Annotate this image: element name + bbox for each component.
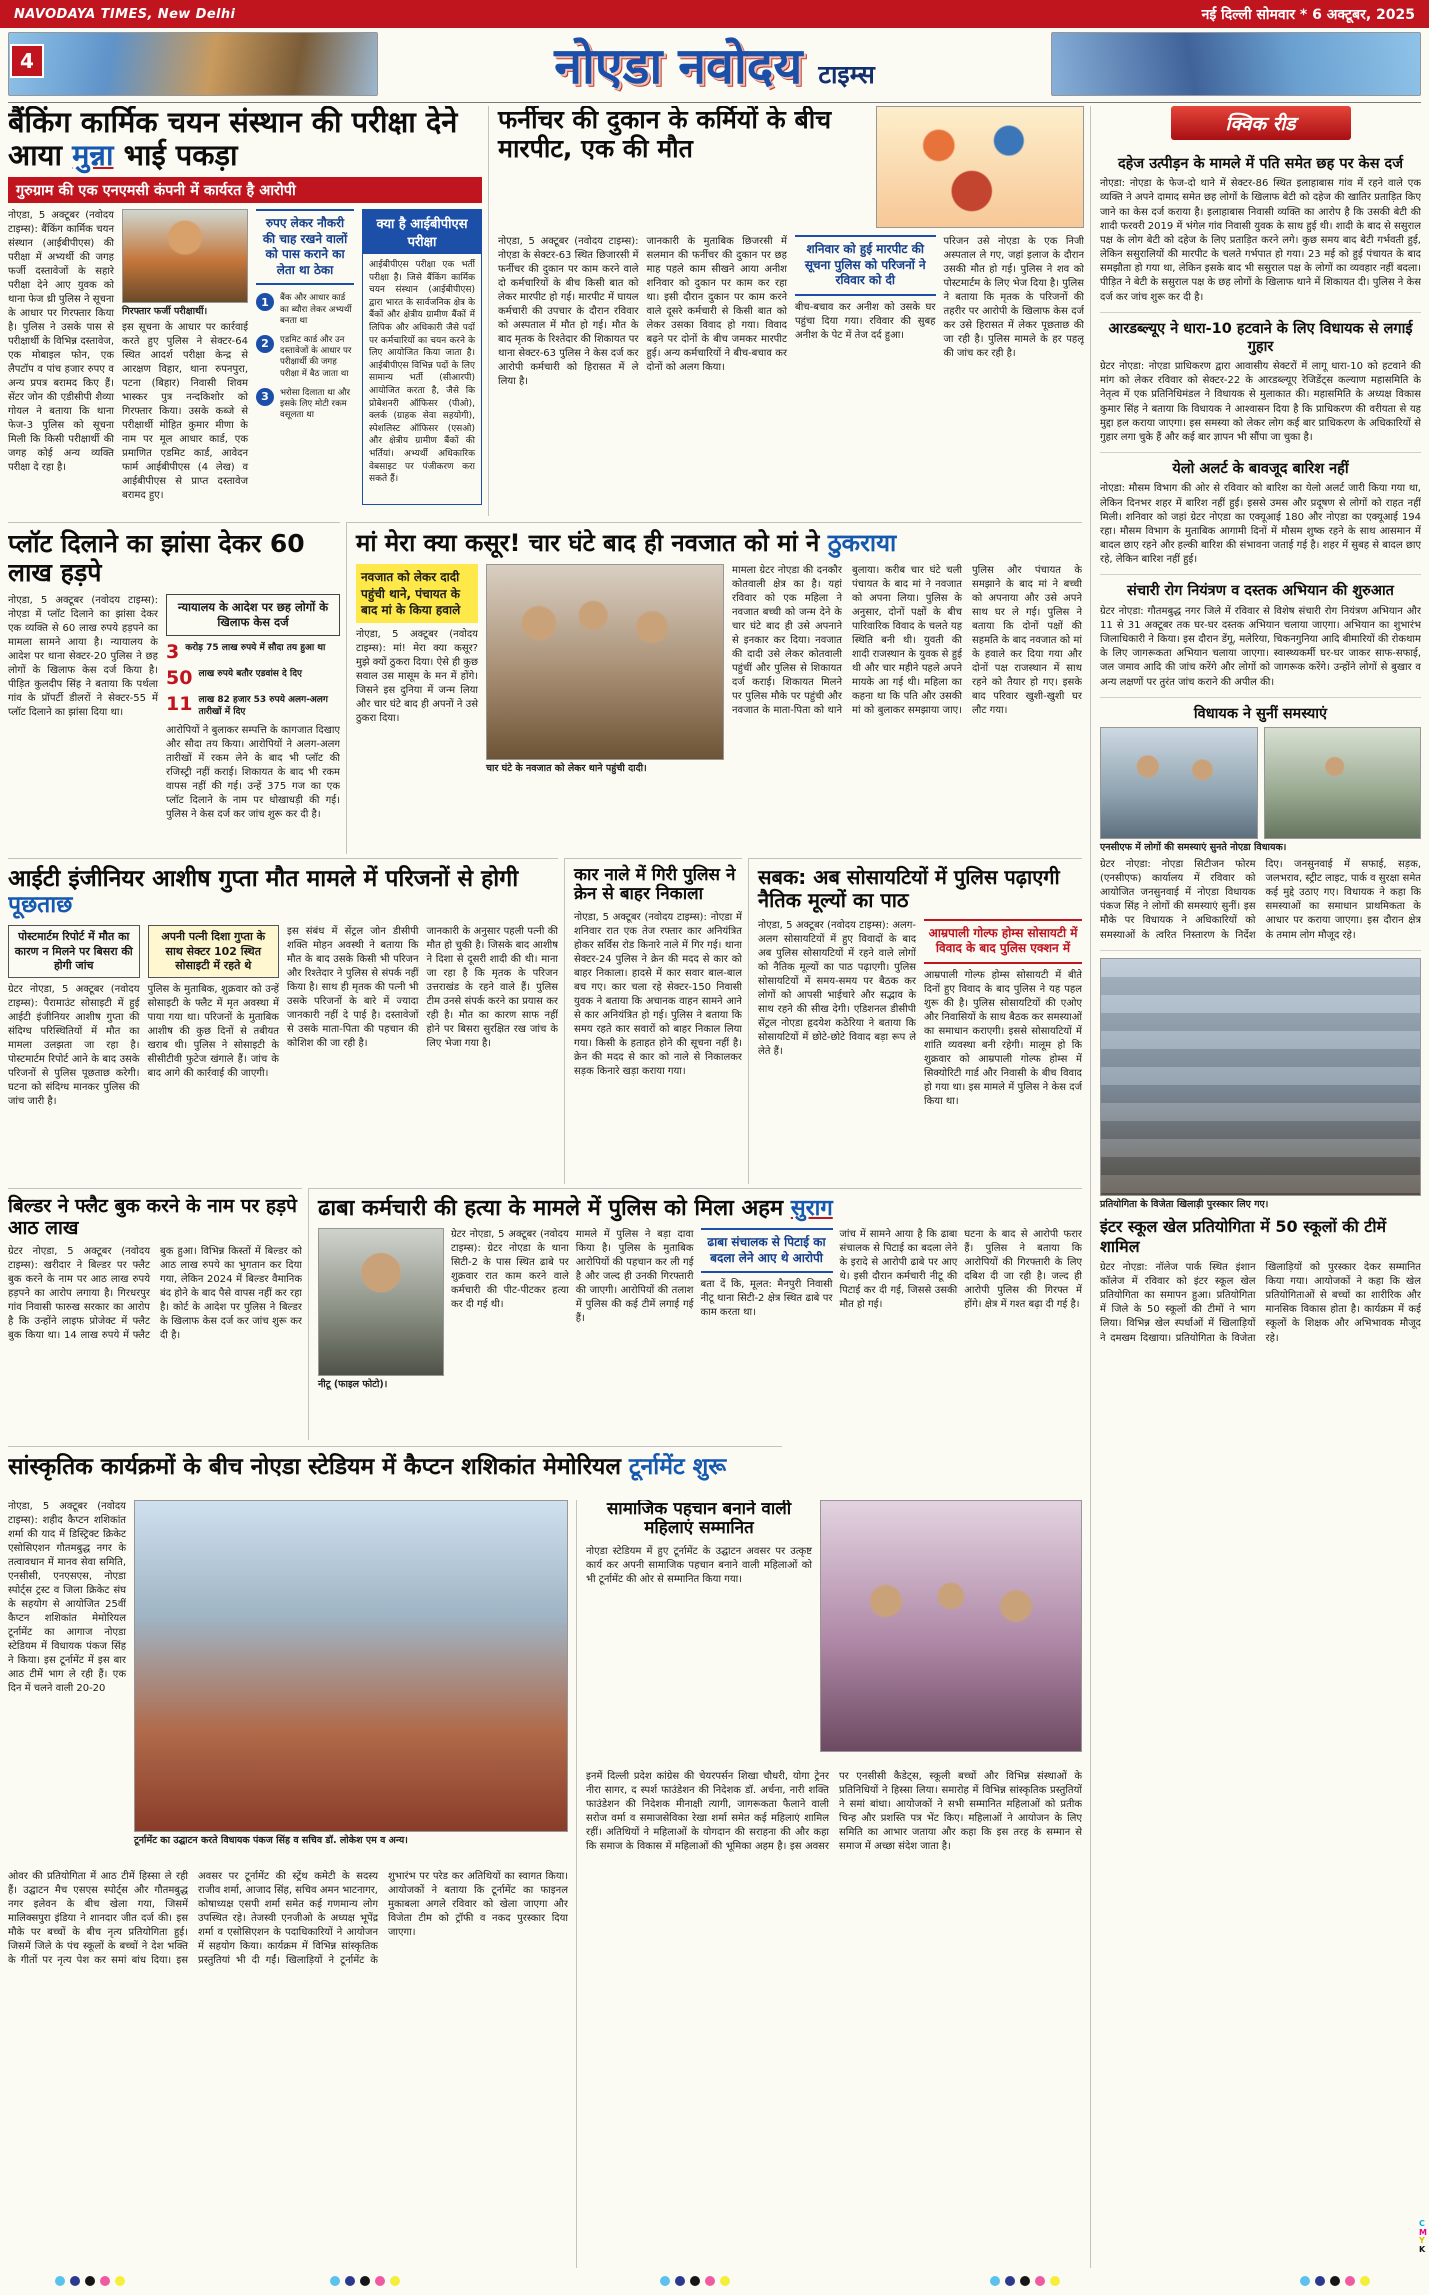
plot-fact-3: [166, 692, 340, 718]
ibps-infobox-title: क्या है आईबीपीएस परीक्षा: [363, 210, 481, 254]
top-bar: [0, 0, 1429, 28]
plot-body-col2: आरोपियों ने बुलाकर सम्पत्ति के कागजात दिखाए और सौदा तय किया। आरोपियों ने अलग-अलग तारीखों में रकम लेने के बाद भी प्लॉट की रजिस्ट्री नहीं कराई। शिकायत के बाद भी रकम वापस नहीं की गई। उन्हें 375 गज का एक प्लॉट दिलाने के नाम पर धोखाधड़ी की गई। पुलिस ने केस दर्ज कर जांच शुरू कर दी है।: [166, 725, 340, 821]
banking-subhead: गुरुग्राम की एक एनएमसी कंपनी में कार्यरत है आरोपी: [8, 177, 482, 203]
quick-read-item-rwa: [1100, 313, 1421, 453]
header-rule: [8, 102, 1421, 103]
registration-marks-row: [0, 2276, 1429, 2290]
banking-photo-caption: गिरफ्तार फर्जी परीक्षार्थी।: [122, 306, 208, 318]
article-dhaba-murder: [308, 1188, 1082, 1440]
article-tournament: [8, 1500, 568, 2268]
edition-dateline: नई दिल्ली सोमवार * 6 अक्टूबर, 2025: [1201, 6, 1415, 23]
quick-read-item-dowry: [1100, 148, 1421, 313]
qr-mla-caption: एनसीएफ में लोगों की समस्याएं सुनते नोएडा विधायक।: [1100, 841, 1287, 853]
furniture-illustration: [876, 106, 1084, 228]
banking-headline-post: भाई पकड़ा: [113, 138, 238, 173]
point-3-text: भरोसा दिलाता था और इसके लिए मोटी रकम वसूलता था: [280, 387, 351, 421]
tournament-headline-pre: सांस्कृतिक कार्यक्रमों के बीच नोएडा स्टेडियम में कैप्टन शशिकांत मेमोरियल: [8, 1454, 629, 1480]
ibps-infobox: [362, 209, 482, 505]
banking-bribe-box: रुपए लेकर नौकरी की चाह रखने वालों को पास कराने का लेता था ठेका: [256, 209, 354, 285]
tournament-photo-caption: टूर्नामेंट का उद्घाटन करते विधायक पंकज सिंह व सचिव डॉ. लोकेश एम व अन्य।: [134, 1835, 408, 1846]
cmyk-m: M: [1419, 2227, 1427, 2237]
point-1-number: 1: [256, 293, 274, 311]
newborn-photo-caption: चार घंटे के नवजात को लेकर थाने पहुंची दादी।: [486, 763, 647, 775]
registration-marks: [55, 2276, 125, 2286]
moral-amrapali-box: आम्रपाली गोल्फ होम्स सोसायटी में विवाद के बाद पुलिस एक्शन में: [924, 919, 1082, 964]
women-photo: [820, 1500, 1082, 1752]
plot-body-col1: नोएडा, 5 अक्टूबर (नवोदय टाइम्स): नोएडा में प्लॉट दिलाने का झांसा देकर एक व्यक्ति से 60 लाख रुपये हड़पने का मामला सामने आया है। न्यायालय के आदेश पर थाना सेक्टर-20 पुलिस ने छह लोगों के खिलाफ केस दर्ज किया है। पीड़ित कुलदीप सिंह ने बताया कि पर्थला गांव के प्रॉपर्टी डीलरों ने सेक्टर-55 में प्लॉट दिलाने का झांसा दिया था।: [8, 595, 158, 718]
page-number: 4: [10, 44, 44, 78]
cmyk-c: C: [1419, 2218, 1425, 2228]
fact-1-number: 3: [166, 640, 180, 663]
dhaba-body-col1: ग्रेटर नोएडा, 5 अक्टूबर (नवोदय टाइम्स): ग्रेटर नोएडा के थाना सिटी-2 के पास स्थित ढाबे पर शुक्रवार रात काम करने वाले कर्मचारी की पीट-पीटकर हत्या कर दी गई थी।: [451, 1229, 569, 1311]
banking-headline: [8, 106, 482, 172]
quick-read-item-mla: [1100, 698, 1421, 951]
qr-school-caption: प्रतियोगिता के विजेता खिलाड़ी पुरस्कार लिए गए।: [1100, 1198, 1269, 1210]
newborn-headline-accent: ठुकराया: [827, 529, 897, 557]
banking-headline-pre: बैंकिंग कार्मिक चयन संस्थान की परीक्षा देने आया: [8, 106, 458, 173]
fact-2-number: 50: [166, 666, 193, 689]
furniture-body-col3: बीच-बचाव कर अनीश को उसके घर पहुंचा दिया गया। रविवार की सुबह अनीश के पेट में तेज दर्द हुआ।: [795, 301, 936, 341]
builder-headline: बिल्डर ने फ्लैट बुक करने के नाम पर हड़पे आठ लाख: [8, 1195, 297, 1239]
newborn-headline: [356, 530, 1082, 557]
banking-headline-accent: मुन्ना: [72, 138, 114, 173]
registration-marks: [990, 2276, 1060, 2286]
cmyk-k: K: [1419, 2245, 1426, 2255]
tournament-body-left: नोएडा, 5 अक्टूबर (नवोदय टाइम्स): शहीद कैप्टन शशिकांत शर्मा की याद में डिस्ट्रिक्ट क्रिकेट एसोसिएशन गौतमबुद्ध नगर के तत्वावधान में मानव सेवा समिति, एनसीसी, एनएसएस, नोएडा स्पोर्ट्स ट्रस्ट व जिला क्रिकेट संघ के सहयोग से आयोजित 25वीं कैप्टन शशिकांत मेमोरियल टूर्नामेंट का आगाज नोएडा स्टेडियम में विधायक पंकज सिंह ने किया। इस टूर्नामेंट में इस बार आठ टीमें भाग ले रही हैं। एक दिन में चलने वाली 20-20: [8, 1501, 126, 1694]
article-car-drain: [564, 858, 742, 1184]
plot-fact-1: [166, 640, 340, 663]
masthead-word-times: टाइम्स: [818, 60, 875, 89]
registration-marks: [330, 2276, 400, 2286]
women-headline: सामाजिक पहचान बनाने वाली महिलाएं सम्मानित: [606, 1500, 792, 1539]
ibps-infobox-body: आईबीपीएस परीक्षा एक भर्ती परीक्षा है। जिसे बैंकिंग कार्मिक चयन संस्थान (आईबीपीएस) द्वारा भारत के सार्वजनिक क्षेत्र के बैंकों और क्षेत्रीय ग्रामीण बैंकों में लिपिक और अधिकारी जैसे पदों पर कर्मचारियों का चयन करने के लिए आयोजित किया जाता है। आईबीपीएस विभिन्न पदों के लिए सामान्य भर्ती (सीआरपी) आयोजित करता है, जैसे कि प्रोबेशनरी ऑफिसर (पीओ), क्लर्क (ग्राहक सेवा सहयोगी), स्पेशलिस्ट ऑफिसर (एसओ) और क्षेत्रीय ग्रामीण बैंकों की भर्तियां। अभ्यर्थी अधिकारिक वेबसाइट पर पंजीकरण करा सकते हैं।: [369, 260, 475, 485]
fact-1-text: करोड़ 75 लाख रुपये में सौदा तय हुआ था: [185, 642, 326, 653]
qr-school-title: इंटर स्कूल खेल प्रतियोगिता में 50 स्कूलों की टीमें शामिल: [1100, 1216, 1387, 1256]
dhaba-body-col4: जांच में सामने आया है कि ढाबा संचालक से पिटाई का बदला लेने के इरादे से आरोपी ढाबे पर आए थे। इसी दौरान कर्मचारी नीटू की पिटाई कर दी गई, जिससे उसकी मौत हो गई।: [839, 1229, 958, 1311]
qr-rain-body: नोएडा: मौसम विभाग की ओर से रविवार को बारिश का येलो अलर्ट जारी किया गया था, लेकिन दिनभर शहर में बारिश नहीं हुई। इससे उमस और प्रदूषण से लोगों को राहत नहीं मिली। शनिवार को जहां ग्रेटर नोएडा का एक्यूआई 180 और नोएडा का एक्यूआई 194 रहा। मौसम विभाग के मुताबिक आगामी दिनों में मौसम शुष्क रहने के साथ आसमान में बादल छाए रहने और हल्की बारिश की संभावना जताई गई है। शहर में सुबह से बादल छाए रहे, लेकिन बारिश नहीं हुई।: [1100, 483, 1421, 566]
furniture-notice-box: शनिवार को हुई मारपीट की सूचना पुलिस को परिजनों ने रविवार को दी: [795, 235, 936, 296]
moral-body-col2: आम्रपाली गोल्फ होम्स सोसायटी में बीते दिनों हुए विवाद के बाद पुलिस ने यह पहल शुरू की है। पुलिस सोसायटियों की एओए और निवासियों के साथ बैठक कर समस्याओं का समाधान कराएगी। इससे सोसायटियों में शांति व्यवस्था बनी रहेगी। मालूम हो कि शुक्रवार को आम्रपाली गोल्फ होम्स में सिक्योरिटी गार्ड और निवासी के बीच विवाद हो गया था। इस मामले में पुलिस ने केस दर्ज किया था।: [924, 969, 1082, 1107]
car-headline: कार नाले में गिरी पुलिस ने क्रेन से बाहर निकाला: [574, 865, 736, 905]
masthead-photo-left: [8, 32, 378, 96]
it-body-col3: इस संबंध में सेंट्रल जोन डीसीपी शक्ति मोहन अवस्थी ने बताया कि मौत के बाद उसके किसी भी परिजन और रिश्तेदार ने पुलिस से संपर्क नहीं किया है। साथ ही मृतक की पत्नी भी उसके परिजनों के बारे में ज्यादा जानकारी नहीं दे पाई है। दस्तावेजों से उसके माता-पिता की पहचान की कोशिश की जा रही है।: [287, 926, 419, 1050]
qr-rwa-body: ग्रेटर नोएडा: नोएडा प्राधिकरण द्वारा आवासीय सेक्टरों में लागू धारा-10 को हटवाने की मांग को लेकर रविवार को सेक्टर-22 के आरडब्ल्यूए रेजिडेंट्स कल्याण महासमिति के नेतृत्व में एक प्रतिनिधिमंडल ने विधायक से मुलाकात की। महासमिति के अध्यक्ष विकास कुमार सिंह ने बताया कि विधायक ने आश्वासन दिया है कि प्राधिकरण की वरीयता से यह मुद्दा हल कराया जाएगा। इस समस्या को लेकर लोग कई बार प्राधिकरण के अधिकारियों से गुहार लगा चुके हैं और कई बार ज्ञापन भी सौंपा जा चुका है।: [1100, 361, 1421, 443]
point-2-text: एडमिट कार्ड और उन दस्तावेजों के आधार पर परीक्षार्थी की जगह परीक्षा में बैठ जाता था: [280, 334, 352, 379]
qr-rwa-title: आरडब्ल्यूए ने धारा-10 हटवाने के लिए विधायक से लगाई गुहार: [1108, 320, 1413, 355]
tournament-headline-accent: टूर्नामेंट शुरू: [628, 1454, 727, 1480]
banking-photo: [122, 209, 248, 303]
masthead-word-noida: नोएडा: [554, 37, 663, 95]
banking-point-1: [256, 293, 354, 327]
point-3-number: 3: [256, 388, 274, 406]
tournament-photo: [134, 1500, 568, 1832]
furniture-body-col4: परिजन उसे नोएडा के एक निजी अस्पताल ले गए, जहां इलाज के दौरान उसकी मौत हो गई। पुलिस ने शव को पोस्टमार्टम के लिए भेज दिया है। पुलिस ने बताया कि मृतक के परिजनों की तहरीर पर आरोपी के खिलाफ केस दर्ज कर उसे हिरासत में लेकर पूछताछ की जा रही है। पुलिस मामले के हर पहलू की जांच कर रही है।: [943, 236, 1084, 359]
banking-body-col2: इस सूचना के आधार पर कार्रवाई करते हुए पुलिस ने सेक्टर-64 स्थित आदर्श परीक्षा केन्द्र से आरक्षण विहार, थाना रुपनपुरा, पटना (बिहार) निवासी शिवम भास्कर पुत्र नन्दकिशोर को गिरफ्तार किया। उसके कब्जे से परीक्षार्थी मोहित कुमार मीणा के नाम पर मूल आधार कार्ड, एक प्रमाणित एडमिट कार्ड, आवेदन फार्म आईबीपीएस (4 लेख) व आईबीपीएस से प्राप्त दस्तावेज बरामद हुए।: [122, 321, 248, 501]
newborn-lead: नोएडा, 5 अक्टूबर (नवोदय टाइम्स): मां! मेरा क्या कसूर? मुझे क्यों ठुकरा दिया। ऐसे ही कुछ सवाल उस मासूम के मन में होंगे। जिसने इस दुनिया में जन्म लिया और चार घंटे बाद ही अपनों ने उसे ठुकरा दिया।: [356, 628, 478, 724]
banking-point-2: [256, 335, 354, 380]
dhaba-headline-accent: सुराग: [790, 1196, 833, 1221]
dhaba-motive-box: ढाबा संचालक से पिटाई का बदला लेने आए थे आरोपी: [701, 1228, 833, 1273]
it-box-wife: अपनी पत्नी दिशा गुप्ता के साथ सेक्टर 102 स्थित सोसाइटी में रहते थे: [148, 925, 280, 978]
qr-health-body: ग्रेटर नोएडा: गौतमबुद्ध नगर जिले में रविवार से विशेष संचारी रोग नियंत्रण अभियान और 11 से 31 अक्टूबर तक घर-घर दस्तक अभियान चलाया जाएगा। अभियान का शुभारंभ जिलाधिकारी ने किया। इस दौरान डेंगू, मलेरिया, चिकनगुनिया आदि बीमारियों की रोकथाम के लिए जागरूकता अभियान चलाया जाएगा। स्वास्थ्यकर्मी घर-घर जाकर साफ-सफाई, जल जमाव आदि की जांच करेंगे और लोगों को जागरूक करेंगे। उन्होंने लोगों से बुखार व अन्य लक्षणों पर तुरंत जांच कराने की अपील की।: [1100, 605, 1421, 688]
tournament-headline-block: [8, 1446, 782, 1496]
quick-read-item-health: [1100, 575, 1421, 697]
point-1-text: बैंक और आधार कार्ड का ब्यौरा लेकर अभ्यर्थी बनता था: [280, 293, 352, 326]
dhaba-headline-pre: ढाबा कर्मचारी की हत्या के मामले में पुलिस को मिला अहम: [318, 1196, 791, 1221]
moral-headline: सबक: अब सोसायटियों में पुलिस पढ़ाएगी नैतिक मूल्यों का पाठ: [758, 865, 1060, 912]
it-box-postmortem: पोस्टमार्टम रिपोर्ट में मौत का कारण न मिलने पर बिसरा की होगी जांच: [8, 925, 140, 978]
plot-fact-2: [166, 666, 340, 689]
it-headline-pre: आईटी इंजीनियर आशीष गुप्ता मौत मामले में परिजनों से होगी: [8, 866, 519, 892]
banking-body-col1: नोएडा, 5 अक्टूबर (नवोदय टाइम्स): बैंकिंग कार्मिक चयन संस्थान (आईबीपीएस) की परीक्षा में अभ्यर्थी की जगह फर्जी दस्तावेजों के सहारे परीक्षा देने आए युवक को थाना फेज थ्री पुलिस ने सूचना के आधार पर गिरफ्तार किया है। पुलिस ने उसके पास से परीक्षार्थी के विभिन्न दस्तावेज, एक मोबाइल फोन, एक लैपटॉप व पांच हजार रुपए व अन्य प्रपत्र बरामद किए हैं। सेंटर जोन की एडीसीपी शैव्या गोयल ने बताया कि थाना फेज-3 पुलिस को सूचना मिली कि किसी परीक्षार्थी की जगह कोई अन्य व्यक्ति परीक्षा दे रहा है।: [8, 210, 114, 474]
qr-mla-title: विधायक ने सुनीं समस्याएं: [1193, 705, 1328, 722]
women-body: इनमें दिल्ली प्रदेश कांग्रेस की चेयरपर्सन शिखा चौधरी, योगा ट्रेनर नीरा सागर, द स्पर्श फाउंडेशन की निदेशक डॉ. अर्चना, नारी शक्ति फाउंडेशन की निदेशक मीनाक्षी त्यागी, जागरूकता फैलाने वाली सरोज वर्मा व समाजसेविका रेखा शर्मा समेत कई महिलाएं शामिल रहीं। अतिथियों ने महिलाओं के योगदान की सराहना की और कहा कि समाज के विकास में महिलाओं की भूमिका अहम है। इस अवसर पर एनसीसी कैडेट्स, स्कूली बच्चों और विभिन्न संस्थाओं के प्रतिनिधियों ने हिस्सा लिया। समारोह में विभिन्न सांस्कृतिक प्रस्तुतियों ने समां बांधा। आयोजकों ने सभी सम्मानित महिलाओं को प्रतीक चिन्ह और प्रशस्ति पत्र भेंट किए। महिलाओं ने आयोजन के लिए समिति का आभार जताया और कहा कि इस तरह के सम्मान से समाज में अच्छा संदेश जाता है।: [586, 1771, 1082, 1852]
car-body: नोएडा, 5 अक्टूबर (नवोदय टाइम्स): नोएडा में शनिवार रात एक तेज रफ्तार कार अनियंत्रित होकर सर्विस रोड किनारे नाले में गिर गई। थाना सेक्टर-24 पुलिस ने क्रेन की मदद से कार को बाहर निकाला। हादसे में कार सवार बाल-बाल बच गए। कार चला रहे सेक्टर-150 निवासी युवक ने बताया कि अचानक वाहन सामने आने से कार अनियंत्रित हो गई। पुलिस ने बताया कि समय रहते कार सवारों को बाहर निकाल लिया गया। किसी के हताहत होने की सूचना नहीं है। क्रेन की मदद से कार को नाले से निकालकर सड़क किनारे खड़ा कराया गया।: [574, 911, 742, 1077]
furniture-body-col1: नोएडा, 5 अक्टूबर (नवोदय टाइम्स): नोएडा के सेक्टर-63 स्थित छिजारसी में फर्नीचर की दुकान पर काम करने वाले दो कर्मचारियों के बीच किसी बात को लेकर मारपीट हो गई। मारपीट में घायल कर्मचारी की उपचार के दौरान रविवार को अस्पताल में मौत हो गई। मौत के बाद मृतक के रिश्तेदार की शिकायत पर थाना सेक्टर-63 पुलिस ने केस दर्ज कर आरोपी कर्मचारी को हिरासत में ले लिया है।: [498, 236, 639, 387]
dhaba-body-col3: बता दें कि, मूलत: मैनपुरी निवासी नीटू थाना सिटी-2 क्षेत्र स्थित ढाबे पर काम करता था।: [700, 1279, 833, 1319]
registration-marks: [660, 2276, 730, 2286]
dhaba-body-col5: घटना के बाद से आरोपी फरार हैं। पुलिस ने बताया कि आरोपियों की गिरफ्तारी के लिए दबिश दी जा रही है। जल्द ही आरोपी पुलिस की गिरफ्त में होंगे। क्षेत्र में गश्त बढ़ा दी गई है।: [964, 1229, 1082, 1311]
banking-point-3: [256, 388, 354, 422]
mla-photo-right: [1264, 727, 1422, 839]
newborn-headline-pre: मां मेरा क्या कसूर! चार घंटे बाद ही नवजात को मां ने: [356, 529, 828, 557]
registration-marks: [1300, 2276, 1370, 2286]
masthead-word-navodaya: नवोदय: [678, 37, 803, 95]
masthead-photo-right: [1051, 32, 1421, 96]
plot-court-box: न्यायालय के आदेश पर छह लोगों के खिलाफ केस दर्ज: [166, 594, 340, 636]
qr-school-body: ग्रेटर नोएडा: नॉलेज पार्क स्थित इंशान कॉलेज में रविवार को इंटर स्कूल खेल प्रतियोगिता का समापन हुआ। प्रतियोगिता में जिले के 50 स्कूलों की टीमों ने भाग लिया। विभिन्न खेल स्पर्धाओं में खिलाड़ियों ने दमखम दिखाया। प्रतियोगिता के विजेता खिलाड़ियों को पुरस्कार देकर सम्मानित किया गया। आयोजकों ने कहा कि खेल प्रतियोगिताओं से बच्चों का शारीरिक और मानसिक विकास होता है। कार्यक्रम में कई स्कूलों के शिक्षक और अभिभावक मौजूद रहे।: [1100, 1261, 1421, 1344]
dhaba-photo-caption: नीटू (फाइल फोटो)।: [318, 1379, 388, 1391]
moral-body-col1: नोएडा, 5 अक्टूबर (नवोदय टाइम्स): अलग-अलग सोसायटियों में हुए विवादों के बाद अब पुलिस सोसायटियों में रहने वाले लोगों को नैतिक मूल्यों का पाठ पढ़ाएगी। पुलिस सोसायटियों में समय-समय पर बैठक कर लोगों को आपसी भाईचारे और सद्भाव के साथ रहने की सीख देगी। एडिशनल डीसीपी सेंट्रल नोएडा हृदयेश कठेरिया ने बताया कि सोसायटियों में छोटे-छोटे विवाद बड़ा रूप ले लेते हैं।: [758, 919, 916, 1057]
women-lead: नोएडा स्टेडियम में हुए टूर्नामेंट के उद्घाटन अवसर पर उत्कृष्ट कार्य कर अपनी सामाजिक पहचान बनाने वाली महिलाओं को भी टूर्नामेंट की ओर से सम्मानित किया गया।: [586, 1545, 812, 1585]
it-headline-accent: पूछताछ: [8, 892, 73, 919]
school-photo: [1100, 958, 1421, 1196]
plot-headline: प्लॉट दिलाने का झांसा देकर 60 लाख हड़पे: [8, 529, 305, 587]
it-body-col1: ग्रेटर नोएडा, 5 अक्टूबर (नवोदय टाइम्स): पैरामाउंट सोसाइटी में हुई आईटी इंजीनियर आशीष गुप्ता की संदिग्ध परिस्थितियों में मौत का मामला उलझता जा रहा है। पोस्टमार्टम रिपोर्ट आने के बाद उसके परिजनों से पुलिस पूछताछ करेगी। घटना को संदिग्ध मानकर पुलिस की जांच जारी है।: [8, 984, 140, 1108]
it-body-col2: पुलिस के मुताबिक, शुक्रवार को उन्हें सोसाइटी के फ्लैट में मृत अवस्था में पाया गया था। परिजनों के मुताबिक आशीष की कुछ दिनों से तबीयत खराब थी। पुलिस ने सोसाइटी के सीसीटीवी फुटेज खंगाले हैं। जांच के बाद आगे की कार्रवाई की जाएगी।: [147, 984, 279, 1080]
it-body-col4: जानकारी के अनुसार पहली पत्नी की मौत हो चुकी है। जिसके बाद आशीष ने दिशा से दूसरी शादी की थी। माना जा रहा है कि मृतक के परिजन उत्तराखंड के रहने वाले हैं। पुलिस टीम उनसे संपर्क करने का प्रयास कर रही है। मौत का कारण साफ नहीं होने पर बिसरा सुरक्षित रख जांच के लिए भेजा गया है।: [426, 926, 558, 1050]
newborn-photo: [486, 564, 724, 760]
article-furniture-fight: [488, 106, 1084, 516]
masthead: [0, 28, 1429, 100]
tournament-headline: [8, 1454, 782, 1480]
dhaba-headline: [318, 1196, 1082, 1221]
dhaba-body-col2: मामले में पुलिस ने बड़ा दावा किया है। पुलिस के मुताबिक आरोपियों की पहचान कर ली गई है और जल्द ही उनकी गिरफ्तारी की जाएगी। आरोपियों की तलाश में पुलिस की कई टीमें लगाई गई हैं।: [575, 1229, 694, 1325]
qr-dowry-body: नोएडा: नोएडा के फेज-दो थाने में सेक्टर-86 स्थित इलाहाबास गांव में रहने वाले एक व्यक्ति ने अपने दामाद समेत छह लोगों के खिलाफ बेटी को दहेज की खातिर प्रताड़ित किए जाने का केस दर्ज कराया है। इलाहाबास निवासी व्यक्ति का आरोप है कि उसकी बेटी की शादी फरवरी 2019 में भंगेल गांव निवासी युवक के साथ हुई थी। शादी के बाद से ससुराल पक्ष के लोग बेटी को दहेज के लिए प्रताड़ित करने लगे। कुछ समय बाद बेटी गर्भवती हुई, लेकिन ससुरालियों की मारपीट के चलते गर्भपात हो गया। 23 मई को हुई पंचायत के बाद समझौता हो गया था, लेकिन इसके बाद भी ससुराल पक्ष के लोगों का व्यवहार नहीं बदला। पीड़ित ने बेटी के ससुराल पक्ष के छह लोगों के खिलाफ थाने में शिकायत दी। पुलिस ने केस दर्ज कर जांच शुरू कर दी है।: [1100, 178, 1421, 303]
newborn-kicker: नवजात को लेकर दादी पहुंची थाने, पंचायत के बाद मां के किया हवाले: [356, 564, 478, 623]
tournament-body-bottom: ओवर की प्रतियोगिता में आठ टीमें हिस्सा ले रही हैं। उद्घाटन मैच एसएस स्पोर्ट्स और गौतमबुद्ध नगर इलेवन के बीच खेला गया, जिसमें मालिक्सपुरा इंडिया ने शानदार जीत दर्ज की। इस मौके पर बच्चों के बीच नृत्य प्रतियोगिता हुई। जिसमें जिले के पंच स्कूलों के बच्चों ने देश भक्ति के गीतों पर नृत्य पेश कर समां बांध दिया। इस अवसर पर टूर्नामेंट की स्ट्रेंथ कमेटी के सदस्य राजीव शर्मा, आजाद सिंह, सचिव अमन भाटनागर, कोषाध्यक्ष एसपी शर्मा समेत कई गणमान्य लोग उपस्थित रहे। तेजस्वी एनजीओ के अध्यक्ष भूपेंद्र शर्मा व एसोसिएशन के पदाधिकारियों ने आयोजन में सहयोग किया। कार्यक्रम में विभिन्न सांस्कृतिक प्रस्तुतियां भी दी गईं। खिलाड़ियों ने टूर्नामेंट के शुभारंभ पर परेड कर अतिथियों का स्वागत किया। आयोजकों ने बताया कि टूर्नामेंट का फाइनल मुकाबला अगले रविवार को खेला जाएगा और विजेता टीम को ट्रॉफी व नकद पुरस्कार दिया जाएगा।: [8, 1871, 568, 1966]
article-moral-values: [748, 858, 1082, 1184]
furniture-headline: फर्नीचर की दुकान के कर्मियों के बीच मारपीट, एक की मौत: [498, 106, 832, 163]
fact-2-text: लाख रुपये बतौर एडवांस दे दिए: [198, 668, 302, 679]
article-newborn: [346, 522, 1082, 854]
qr-dowry-title: दहेज उत्पीड़न के मामले में पति समेत छह पर केस दर्ज: [1117, 156, 1404, 172]
article-banking-exam: [8, 106, 482, 516]
qr-rain-title: येलो अलर्ट के बावजूद बारिश नहीं: [1172, 461, 1349, 478]
qr-health-title: संचारी रोग नियंत्रण व दस्तक अभियान की शुरुआत: [1127, 583, 1394, 600]
article-it-engineer: [8, 858, 558, 1184]
masthead-title: [388, 30, 1041, 98]
article-plot-scam: [8, 522, 340, 854]
quick-read-column: [1090, 106, 1421, 2268]
dhaba-photo: [318, 1228, 444, 1376]
article-builder-flat: [8, 1188, 302, 1440]
furniture-body-col2: जानकारी के मुताबिक छिजरसी में सलमान की फर्नीचर की दुकान पर छह माह पहले काम सीखने आया अनीश शनिवार को दुकान पर काम कर रहा था। इसी दौरान दुकान पर काम करने वाले दूसरे कर्मचारी से किसी बात को लेकर उसका विवाद हो गया। विवाद बढ़ने पर दोनों के बीच जमकर मारपीट हुई। अन्य कर्मचारियों ने बीच-बचाव कर दोनों को अलग किया।: [646, 236, 787, 373]
quick-read-item-rain: [1100, 453, 1421, 575]
quick-read-item-school: [1100, 951, 1421, 1353]
cmyk-y: Y: [1419, 2236, 1425, 2246]
newborn-body: मामला ग्रेटर नोएडा की दनकौर कोतवाली क्षेत्र का है। यहां रविवार को एक महिला ने नवजात बच्ची को जन्म देने के चार घंटे बाद ही उसे अपनाने से इनकार कर दिया। नवजात की दादी उसे लेकर कोतवाली पहुंचीं और पुलिस से शिकायत दर्ज कराई। शिकायत मिलने पर पुलिस मौके पर पहुंची और नवजात के माता-पिता को थाने बुलाया। करीब चार घंटे चली पंचायत के बाद मां ने नवजात को अपना लिया। पुलिस के अनुसार, दोनों पक्षों के बीच पारिवारिक विवाद के चलते यह स्थिति बनी थी। युवती की शादी राजस्थान के युवक से हुई थी और चार महीने पहले अपने मायके आ गई थी। महिला का कहना था कि पति और उसकी मां को बुलाकर समझाया जाए। पुलिस और पंचायत के समझाने के बाद मां ने बच्ची को अपनाया और उसे अपने साथ घर ले गई। पुलिस ने बताया कि दोनों पक्षों की सहमति के बाद नवजात को मां के हवाले कर दिया गया और दोनों पक्ष राजस्थान में साथ रहने को तैयार हो गए। इसके बाद परिवार खुशी-खुशी घर लौट गया।: [732, 565, 1082, 717]
it-headline: [8, 866, 558, 918]
cmyk-strip: [1419, 2220, 1427, 2255]
quick-read-ribbon: क्विक रीड: [1171, 106, 1351, 140]
fact-3-text: लाख 82 हजार 53 रुपये अलग-अलग तारीखों में दिए: [198, 694, 328, 717]
builder-body: ग्रेटर नोएडा, 5 अक्टूबर (नवोदय टाइम्स): खरीदार ने बिल्डर पर फ्लैट बुक करने के नाम पर आठ लाख रुपये हड़पने का आरोप लगाया है। गिरधरपुर गांव निवासी फारुख सरकार का आरोप है कि उन्होंने लाइफ प्रोजेक्ट में फ्लैट बुक किया था। 14 लाख रुपये में फ्लैट बुक हुआ। विभिन्न किस्तों में बिल्डर को आठ लाख रुपये का भुगतान कर दिया गया, लेकिन 2024 में बिल्डर वैमानिक बंद होने के बाद पैसे वापस नहीं कर रहा है। कोर्ट के आदेश पर पुलिस ने बिल्डर के खिलाफ केस दर्ज कर जांच शुरू कर दी है।: [8, 1246, 302, 1342]
qr-mla-body: ग्रेटर नोएडा: नोएडा सिटीजन फोरम (एनसीएफ) कार्यालय में रविवार को आयोजित जनसुनवाई में नोएडा विधायक पंकज सिंह ने लोगों की समस्याएं सुनीं। इस मौके पर विधायक ने अधिकारियों को समस्याओं के त्वरित निस्तारण के निर्देश दिए। जनसुनवाई में सफाई, सड़क, जलभराव, स्ट्रीट लाइट, पार्क व सुरक्षा समेत कई मुद्दे उठाए गए। विधायक ने कहा कि समस्याओं का समाधान प्राथमिकता के आधार पर कराया जाएगा। इस दौरान क्षेत्र के तमाम लोग मौजूद रहे।: [1100, 858, 1421, 941]
publication-brand: NAVODAYA TIMES, New Delhi: [14, 6, 236, 22]
fact-3-number: 11: [166, 692, 193, 715]
article-women-honoured: [576, 1500, 1082, 2268]
mla-photo-left: [1100, 727, 1258, 839]
point-2-number: 2: [256, 335, 274, 353]
